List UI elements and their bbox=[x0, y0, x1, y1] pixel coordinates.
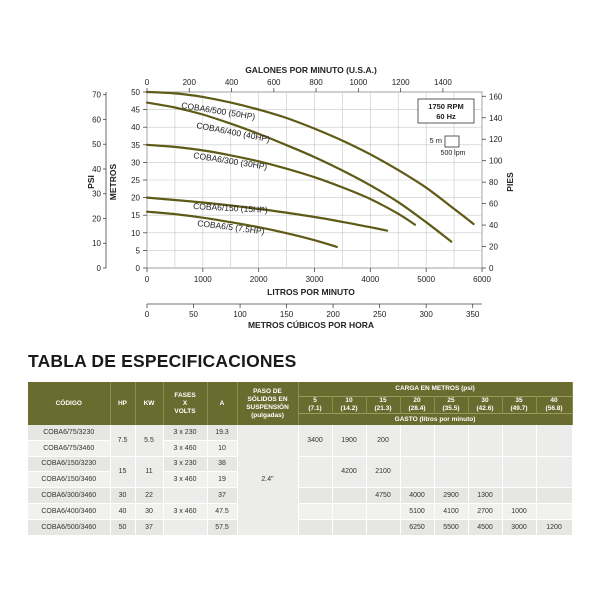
flow-cell: 2900 bbox=[434, 488, 468, 504]
psi-tick-label: 0 bbox=[96, 264, 101, 273]
legend-grid-width: 500 lpm bbox=[440, 150, 466, 157]
pies-tick-label: 120 bbox=[489, 135, 503, 145]
spec-table-title: TABLA DE ESPECIFICACIONES bbox=[28, 351, 297, 371]
curve-label-coba6-500: COBA6/500 (50HP) bbox=[180, 100, 256, 122]
flow-cell bbox=[434, 425, 468, 456]
flow-cell bbox=[502, 488, 536, 504]
header-fases bbox=[163, 382, 207, 425]
x-tick-label: 3000 bbox=[305, 275, 324, 284]
psi-tick-label: 60 bbox=[92, 115, 101, 125]
y-tick-label: 10 bbox=[131, 228, 140, 238]
m3h-tick-label: 300 bbox=[419, 310, 433, 319]
row-code: COBA6/150/3230 bbox=[28, 456, 110, 472]
top-axis-title: GALONES POR MINUTO (U.S.A.) bbox=[245, 65, 377, 75]
x-tick-label: 5000 bbox=[417, 275, 436, 284]
psi-tick-label: 40 bbox=[92, 164, 101, 174]
x-tick-label: 6000 bbox=[473, 275, 491, 284]
flow-cell bbox=[332, 519, 366, 535]
flow-cell bbox=[298, 488, 332, 504]
m3h-tick-label: 50 bbox=[189, 310, 198, 319]
header-carga-col: 15 (21.3) bbox=[366, 397, 400, 414]
flow-cell bbox=[298, 503, 332, 519]
y-tick-label: 45 bbox=[131, 105, 140, 115]
pies-tick-label: 100 bbox=[489, 156, 503, 166]
row-paso: 2.4" bbox=[237, 425, 298, 535]
y-tick-label: 40 bbox=[131, 123, 140, 133]
row-volts bbox=[163, 519, 207, 535]
y-tick-label: 20 bbox=[131, 193, 140, 203]
flow-cell: 1200 bbox=[536, 519, 572, 535]
flow-cell: 1000 bbox=[502, 503, 536, 519]
flow-cell bbox=[468, 425, 502, 456]
top-tick-label: 1400 bbox=[434, 78, 452, 87]
row-kw: 5.5 bbox=[135, 425, 163, 456]
header-hp: HP bbox=[110, 382, 135, 425]
bottom2-axis-title: METROS CÚBICOS POR HORA bbox=[247, 320, 375, 330]
y-tick-label: 0 bbox=[135, 264, 140, 273]
flow-cell bbox=[536, 488, 572, 504]
flow-cell bbox=[502, 456, 536, 488]
top-tick-label: 600 bbox=[267, 78, 281, 87]
row-kw: 22 bbox=[135, 488, 163, 504]
header-fases-line3: VOLTS bbox=[174, 407, 196, 415]
flow-cell: 2700 bbox=[468, 503, 502, 519]
psi-tick-label: 50 bbox=[92, 140, 101, 150]
flow-cell bbox=[400, 456, 434, 488]
row-volts: 3 x 460 bbox=[163, 472, 207, 488]
y-axis-title: METROS bbox=[108, 163, 118, 201]
x-tick-label: 4000 bbox=[361, 275, 380, 284]
flow-cell: 4100 bbox=[434, 503, 468, 519]
flow-cell: 1300 bbox=[468, 488, 502, 504]
header-paso-line4: (pulgadas) bbox=[251, 411, 284, 419]
y-tick-label: 35 bbox=[131, 140, 140, 150]
header-kw: KW bbox=[135, 382, 163, 425]
flow-cell bbox=[298, 519, 332, 535]
pies-tick-label: 80 bbox=[489, 178, 498, 188]
curve-label-coba6-400: COBA6/400 (40HP) bbox=[195, 120, 271, 145]
y-tick-label: 5 bbox=[135, 246, 140, 256]
curve-label-coba6-150: COBA6/150 (15HP) bbox=[192, 201, 268, 215]
top-tick-label: 200 bbox=[182, 78, 196, 87]
m3h-tick-label: 200 bbox=[326, 310, 340, 319]
flow-cell: 1900 bbox=[332, 425, 366, 456]
curve-label-coba6-300: COBA6/300 (30HP) bbox=[192, 150, 268, 172]
flow-cell: 4750 bbox=[366, 488, 400, 504]
header-codigo: CÓDIGO bbox=[28, 382, 110, 425]
row-code: COBA6/75/3230 bbox=[28, 425, 110, 440]
x-tick-label: 1000 bbox=[193, 275, 212, 284]
psi-tick-label: 20 bbox=[92, 214, 101, 224]
header-paso-line1: PASO DE bbox=[253, 387, 282, 395]
top-tick-label: 1200 bbox=[391, 78, 410, 87]
row-amps: 47.5 bbox=[207, 503, 237, 519]
x-axis-title: LITROS POR MINUTO bbox=[267, 287, 355, 297]
header-carga-col: 20 (28.4) bbox=[400, 397, 434, 414]
header-carga-col: 40 (56.8) bbox=[536, 397, 572, 414]
header-paso-line3: SUSPENSIÓN bbox=[246, 403, 289, 411]
top-tick-label: 400 bbox=[224, 78, 239, 87]
flow-cell: 3000 bbox=[502, 519, 536, 535]
table-row bbox=[28, 519, 572, 535]
row-amps: 37 bbox=[207, 488, 237, 504]
flow-cell bbox=[468, 456, 502, 488]
pies-axis-title: PIES bbox=[505, 172, 515, 192]
row-amps: 19.3 bbox=[207, 425, 237, 440]
flow-cell bbox=[502, 425, 536, 456]
psi-tick-label: 10 bbox=[92, 239, 101, 249]
row-kw: 37 bbox=[135, 519, 163, 535]
top-tick-label: 800 bbox=[309, 78, 323, 87]
flow-cell bbox=[366, 519, 400, 535]
table-row bbox=[28, 503, 572, 519]
legend-grid-cell bbox=[445, 136, 459, 147]
row-volts: 3 x 460 bbox=[163, 503, 207, 519]
m3h-tick-label: 150 bbox=[279, 310, 294, 319]
table-row bbox=[28, 488, 572, 504]
flow-cell: 3400 bbox=[298, 425, 332, 456]
x-tick-label: 0 bbox=[144, 275, 150, 284]
pies-tick-label: 40 bbox=[489, 221, 498, 231]
pies-tick-label: 20 bbox=[489, 242, 498, 252]
flow-cell: 4200 bbox=[332, 456, 366, 488]
header-carga-col: 35 (49.7) bbox=[502, 397, 536, 414]
top-tick-label: 0 bbox=[144, 78, 150, 87]
header-carga: CARGA EN METROS (psi) bbox=[298, 382, 572, 397]
spec-table bbox=[28, 382, 573, 536]
row-code: COBA6/400/3460 bbox=[28, 503, 110, 519]
psi-axis-title: PSI bbox=[86, 175, 96, 189]
flow-cell: 4000 bbox=[400, 488, 434, 504]
header-fases-line2: X bbox=[182, 399, 188, 407]
header-paso bbox=[237, 382, 298, 425]
flow-cell: 5500 bbox=[434, 519, 468, 535]
flow-cell: 6250 bbox=[400, 519, 434, 535]
flow-cell: 200 bbox=[366, 425, 400, 456]
row-hp: 15 bbox=[110, 456, 135, 488]
psi-tick-label: 30 bbox=[92, 189, 101, 199]
flow-cell bbox=[536, 503, 572, 519]
y-tick-label: 50 bbox=[131, 88, 140, 97]
y-tick-label: 15 bbox=[131, 211, 140, 221]
m3h-tick-label: 100 bbox=[233, 310, 247, 319]
legend-hz: 60 Hz bbox=[436, 112, 456, 121]
header-paso-line2: SÓLIDOS EN bbox=[247, 395, 288, 403]
flow-cell: 4500 bbox=[468, 519, 502, 535]
row-code: COBA6/75/3460 bbox=[28, 440, 110, 456]
legend-rpm: 1750 RPM bbox=[428, 102, 464, 111]
table-row bbox=[28, 456, 572, 472]
flow-cell bbox=[400, 425, 434, 456]
row-hp: 7.5 bbox=[110, 425, 135, 456]
top-tick-label: 1000 bbox=[349, 78, 368, 87]
m3h-tick-label: 250 bbox=[372, 310, 387, 319]
row-code: COBA6/500/3460 bbox=[28, 519, 110, 535]
y-tick-label: 30 bbox=[131, 158, 140, 168]
row-kw: 30 bbox=[135, 503, 163, 519]
flow-cell: 2100 bbox=[366, 456, 400, 488]
header-carga-col: 25 (35.5) bbox=[434, 397, 468, 414]
header-gasto: GASTO (litros por minuto) bbox=[298, 414, 572, 426]
flow-cell bbox=[332, 488, 366, 504]
flow-cell bbox=[536, 456, 572, 488]
pies-tick-label: 60 bbox=[489, 199, 498, 209]
row-volts bbox=[163, 488, 207, 504]
header-carga-col: 30 (42.6) bbox=[468, 397, 502, 414]
header-carga-col: 10 (14.2) bbox=[332, 397, 366, 414]
row-hp: 50 bbox=[110, 519, 135, 535]
flow-cell bbox=[298, 456, 332, 488]
psi-tick-label: 70 bbox=[92, 90, 101, 100]
row-amps: 38 bbox=[207, 456, 237, 472]
y-tick-label: 25 bbox=[131, 176, 140, 185]
flow-cell bbox=[332, 503, 366, 519]
header-carga-col: 5 (7.1) bbox=[298, 397, 332, 414]
row-amps: 19 bbox=[207, 472, 237, 488]
row-amps: 57.5 bbox=[207, 519, 237, 535]
row-code: COBA6/300/3460 bbox=[28, 488, 110, 504]
row-volts: 3 x 460 bbox=[163, 440, 207, 456]
curve-label-coba6-5: COBA6/5 (7.5HP) bbox=[196, 218, 266, 237]
flow-cell bbox=[434, 456, 468, 488]
flow-cell bbox=[366, 503, 400, 519]
flow-cell bbox=[536, 425, 572, 456]
pies-tick-label: 160 bbox=[489, 92, 503, 102]
pies-tick-label: 140 bbox=[489, 113, 503, 123]
header-fases-line1: FASES bbox=[174, 391, 196, 399]
legend-grid-height: 5 m bbox=[429, 136, 442, 145]
row-volts: 3 x 230 bbox=[163, 425, 207, 440]
row-amps: 10 bbox=[207, 440, 237, 456]
row-hp: 30 bbox=[110, 488, 135, 504]
row-code: COBA6/150/3460 bbox=[28, 472, 110, 488]
header-a: A bbox=[207, 382, 237, 425]
x-tick-label: 2000 bbox=[249, 275, 268, 284]
table-row bbox=[28, 425, 572, 440]
m3h-tick-label: 0 bbox=[144, 310, 150, 319]
row-hp: 40 bbox=[110, 503, 135, 519]
row-volts: 3 x 230 bbox=[163, 456, 207, 472]
flow-cell: 5100 bbox=[400, 503, 434, 519]
row-kw: 11 bbox=[135, 456, 163, 488]
pies-tick-label: 0 bbox=[489, 264, 494, 273]
m3h-tick-label: 350 bbox=[466, 310, 480, 319]
